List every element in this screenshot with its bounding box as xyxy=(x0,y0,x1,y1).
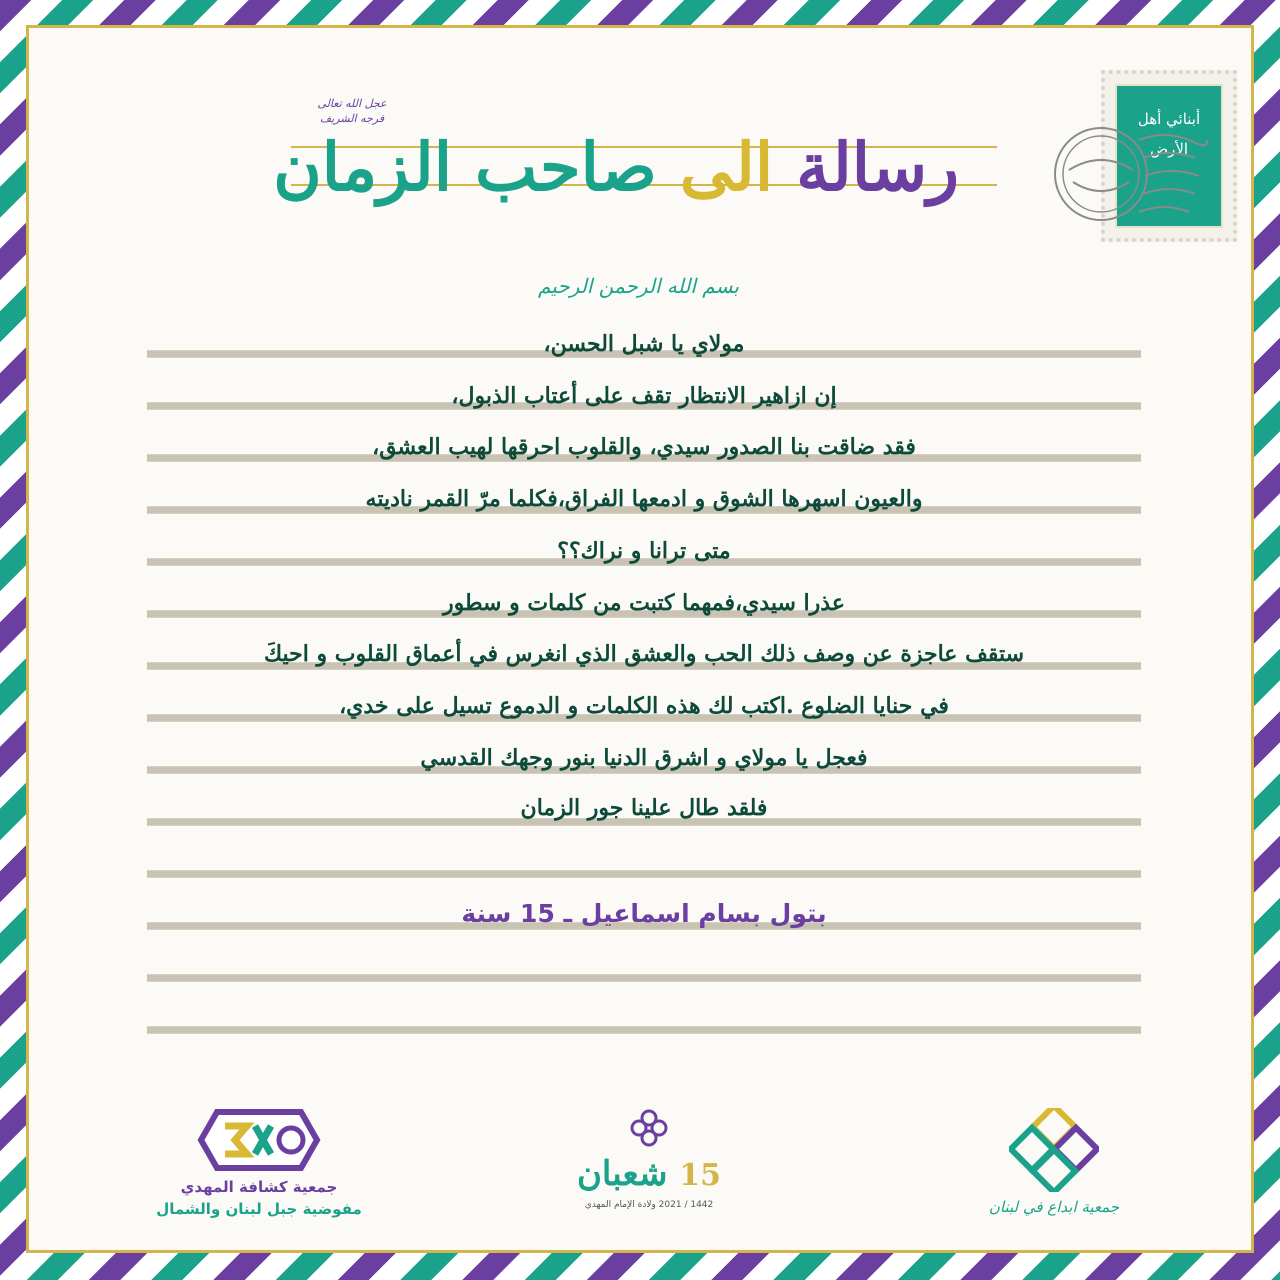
author-signature: بتول بسام اسماعيل ـ 15 سنة xyxy=(461,899,827,928)
title-word-to: الى xyxy=(679,128,774,206)
letter-line: متى ترانا و نراك؟؟ xyxy=(557,538,731,564)
stamp-text: أبنائي أهل الأرض xyxy=(1137,110,1201,158)
letter-line: إن ازاهير الانتظار تقف على أعتاب الذبول، xyxy=(451,383,837,409)
ruled-line xyxy=(147,1026,1141,1034)
event-title xyxy=(549,1152,749,1198)
title-word-imam: صاحب الزمان xyxy=(273,128,657,206)
letter-line: والعيون اسهرها الشوق و ادمعها الفراق،فكلما مرّ القمر ناديته xyxy=(365,486,923,512)
page-title xyxy=(273,112,959,222)
ruled-line xyxy=(147,974,1141,982)
honorific-text: عجل الله تعالى فرجه الشريف xyxy=(317,97,387,125)
letter-line: مولاي يا شبل الحسن، xyxy=(543,331,745,357)
event-word: شعبان xyxy=(576,1154,668,1194)
letter-line: فعجل يا مولاي و اشرق الدنيا بنور وجهك القدسي xyxy=(420,745,868,771)
scouts-logo xyxy=(129,1108,389,1238)
ibdaa-logo xyxy=(979,1108,1129,1238)
event-number: 15 xyxy=(679,1158,722,1193)
flower-emblem-icon xyxy=(627,1108,671,1148)
scouts-emblem-icon xyxy=(197,1108,321,1172)
letter-line: في حنايا الضلوع .اكتب لك هذه الكلمات و الدموع تسيل على خدي، xyxy=(339,693,949,719)
bismillah-calligraphy: بسم الله الرحمن الرحيم xyxy=(537,274,739,298)
letter-line: ستقف عاجزة عن وصف ذلك الحب والعشق الذي انغرس في أعماق القلوب و احيكَ xyxy=(263,641,1025,667)
ibdaa-org-name: جمعية ابداع في لبنان xyxy=(988,1198,1120,1216)
scouts-org-region: مفوضية جبل لبنان والشمال xyxy=(156,1200,362,1218)
letter-line: فلقد طال علينا جور الزمان xyxy=(520,795,768,821)
title-word-letter: رسالة xyxy=(796,128,959,206)
shaaban-event-logo xyxy=(549,1108,749,1238)
letter-paper xyxy=(26,25,1254,1253)
postmark-icon xyxy=(1039,110,1209,240)
letter-line: عذرا سيدي،فمهما كتبت من كلمات و سطور xyxy=(443,590,845,616)
event-date: 1442 / 2021 ولادة الإمام المهدي xyxy=(584,1200,714,1210)
kufic-knot-icon xyxy=(1009,1108,1099,1192)
ruled-line xyxy=(147,870,1141,878)
letter-header xyxy=(29,28,1257,268)
scouts-org-name: جمعية كشافة المهدي xyxy=(180,1178,338,1196)
letter-line: فقد ضاقت بنا الصدور سيدي، والقلوب احرقها لهيب العشق، xyxy=(372,434,916,460)
